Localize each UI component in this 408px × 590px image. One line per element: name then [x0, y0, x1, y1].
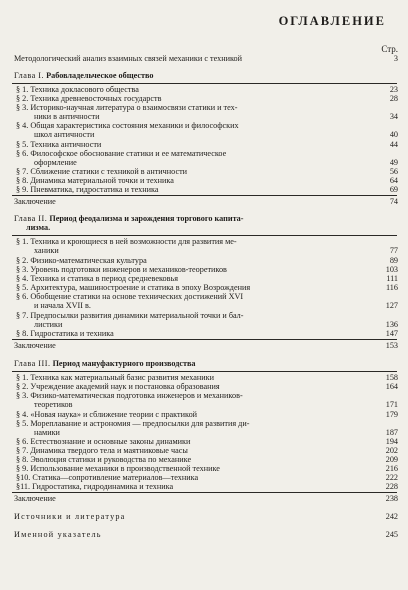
toc-page-number: 164: [385, 382, 398, 391]
toc-page-number: 136: [385, 320, 398, 329]
toc-entry-text: § 7. Динамика твердого тела и маятниковые часы: [16, 446, 188, 455]
chapter-3-bottom-rule: [12, 492, 397, 493]
toc-page-number: 34: [389, 112, 398, 121]
toc-page-number: 158: [385, 373, 398, 382]
chapter-1-top-rule: [12, 83, 397, 84]
toc-page-number: 228: [385, 482, 398, 491]
toc-entry-text: листики: [34, 320, 63, 329]
toc-page-number: 202: [385, 446, 398, 455]
toc-page-number: 64: [389, 176, 398, 185]
toc-page-number: 209: [385, 455, 398, 464]
toc-page-number: 238: [385, 494, 398, 503]
toc-entry-text: § 4. Техника и статика в период средневековья: [16, 274, 178, 283]
toc-title: ОГЛАВЛЕНИЕ: [278, 14, 386, 28]
toc-entry-text: § 2. Физико-математическая культура: [16, 256, 147, 265]
toc-entry-text: § 4. Общая характеристика состояния механики и философских: [16, 121, 239, 130]
toc-page-number: 222: [385, 473, 398, 482]
toc-page-number: 116: [386, 283, 398, 292]
chapter-3-top-rule: [12, 371, 397, 372]
chapter-title: Рабовладельческое общество: [46, 71, 154, 80]
chapter-2-top-rule: [12, 235, 397, 236]
toc-page-number: 103: [385, 265, 398, 274]
toc-page-number: 111: [386, 274, 398, 283]
chapter-2-bottom-rule: [12, 339, 397, 340]
toc-entry-text: §10. Статика—сопротивление материалов—техника: [16, 473, 199, 482]
toc-entry-text: § 7. Предпосылки развития динамики материальной точки и бал-: [16, 311, 244, 320]
chapter-title: лизма.: [26, 223, 51, 232]
toc-entry-text: ханики: [34, 246, 59, 255]
toc-page-number: 40: [389, 130, 398, 139]
chapter-title: Период мануфактурного производства: [52, 359, 196, 368]
toc-entry-text: § 1. Техника и кроющиеся в ней возможности для развития ме-: [16, 237, 237, 246]
toc-entry-text: теоретиков: [34, 400, 73, 409]
toc-page-number: 242: [385, 512, 398, 521]
toc-entry-text: § 2. Техника древневосточных государств: [16, 94, 162, 103]
toc-entry-text: § 9. Использование механики в производственной технике: [16, 464, 220, 473]
toc-entry-text: ники в античности: [34, 112, 100, 121]
toc-entry-text: § 8. Динамика материальной точки и техника: [16, 176, 174, 185]
toc-page-number: 194: [385, 437, 398, 446]
toc-page-number: 179: [385, 410, 398, 419]
toc-entry-text: § 3. Физико-математическая подготовка инженеров и механиков-: [16, 391, 243, 400]
toc-page-number: 127: [385, 301, 398, 310]
toc-entry-text: § 8. Гидростатика и техника: [16, 329, 114, 338]
toc-entry-text: оформление: [34, 158, 77, 167]
toc-page-number: 74: [389, 197, 398, 206]
toc-entry-text: Заключение: [14, 494, 56, 503]
toc-page-number: 69: [389, 185, 398, 194]
page-column-header: Стр.: [381, 44, 398, 54]
toc-page-number: 49: [389, 158, 398, 167]
toc-entry-text: § 6. Естествознание и основные законы динамики: [16, 437, 191, 446]
toc-entry-text: § 3. Историко-научная литература о взаимосвязи статики и тех-: [16, 103, 238, 112]
toc-entry-text: Источники и литература: [14, 512, 126, 521]
toc-entry-text: Именной указатель: [14, 530, 102, 539]
chapter-label: Глава II.: [14, 214, 48, 223]
toc-page-number: 89: [389, 256, 398, 265]
toc-entry-text: § 8. Эволюция статики и руководства по механике: [16, 455, 192, 464]
toc-page-number: 245: [385, 530, 398, 539]
toc-entry-text: школ античности: [34, 130, 95, 139]
toc-page-number: 171: [385, 400, 398, 409]
toc-page-number: 23: [389, 85, 398, 94]
toc-entry-text: § 4. «Новая наука» и сближение теории с практикой: [16, 410, 198, 419]
toc-entry-text: § 6. Обобщение статики на основе технических достижений XVI: [16, 292, 244, 301]
toc-page-number: 187: [385, 428, 398, 437]
toc-intro-text: Методологический анализ взаимных связей механики с техникой: [14, 54, 243, 63]
toc-page-number: 153: [385, 341, 398, 350]
toc-entry-text: §11. Гидростатика, гидродинамика и техника: [16, 482, 174, 491]
toc-entry-text: § 9. Пневматика, гидростатика и техника: [16, 185, 159, 194]
chapter-title: Период феодализма и зарождения торгового капита-: [49, 214, 244, 223]
toc-page-number: 28: [389, 94, 398, 103]
toc-entry-text: § 6. Философское обоснование статики и ее математическое: [16, 149, 227, 158]
toc-entry-text: Заключение: [14, 341, 56, 350]
toc-entry-text: § 3. Уровень подготовки инженеров и механиков-теоретиков: [16, 265, 227, 274]
toc-entry-text: § 1. Техника как материальный базис развития механики: [16, 373, 215, 382]
toc-entry-text: § 5. Техника античности: [16, 140, 102, 149]
toc-entry-text: § 1. Техника докласового общества: [16, 85, 139, 94]
toc-entry-text: § 7. Сближение статики с техникой в античности: [16, 167, 188, 176]
chapter-1-bottom-rule: [12, 195, 397, 196]
toc-page-number: 147: [385, 329, 398, 338]
toc-page-number: 56: [389, 167, 398, 176]
toc-page-number: 216: [385, 464, 398, 473]
toc-entry-text: § 2. Учреждение академий наук и постановка образования: [16, 382, 220, 391]
chapter-label: Глава I.: [14, 71, 45, 80]
toc-entry-text: § 5. Архитектура, машиностроение и статика в эпоху Возрождения: [16, 283, 251, 292]
toc-entry-text: § 5. Мореплавание и астрономия — предпосылки для развития ди-: [16, 419, 250, 428]
toc-entry-text: Заключение: [14, 197, 56, 206]
toc-page-number: 77: [389, 246, 398, 255]
toc-entry-text: намики: [34, 428, 60, 437]
toc-page-number: 3: [393, 54, 398, 63]
chapter-label: Глава III.: [14, 359, 51, 368]
toc-page-number: 44: [389, 140, 398, 149]
toc-entry-text: и начала XVII в.: [34, 301, 91, 310]
